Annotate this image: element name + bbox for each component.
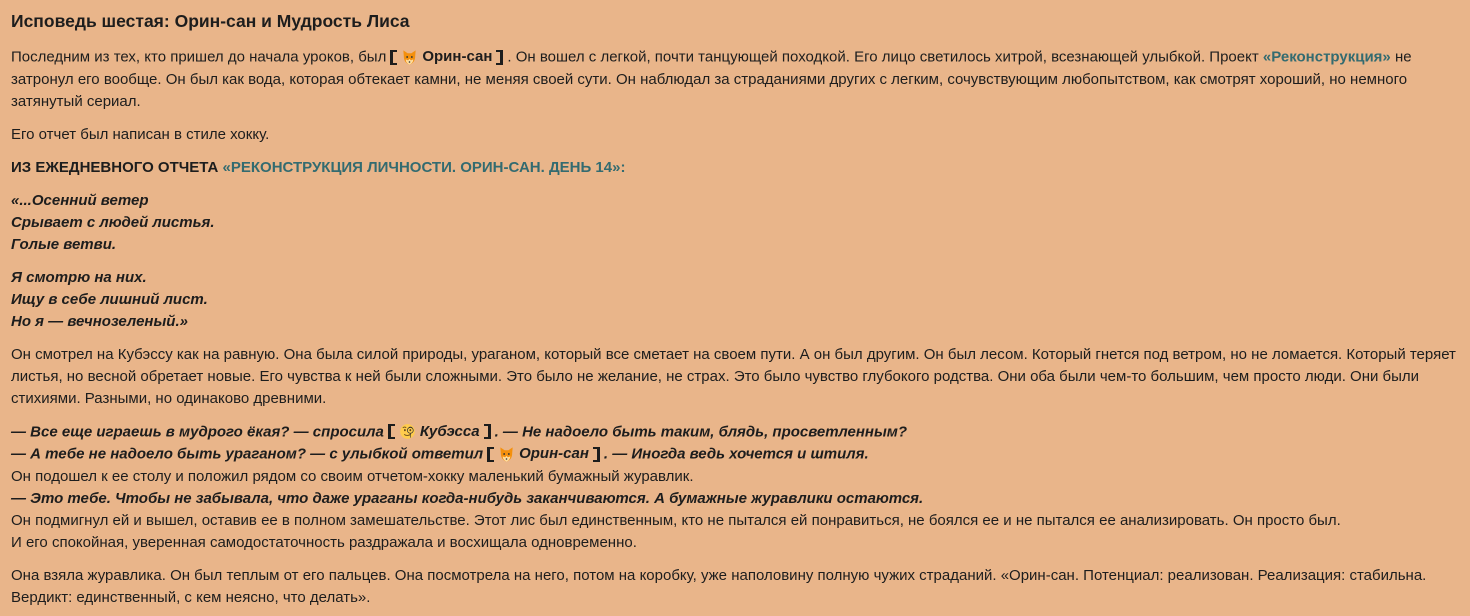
dialogue-block [11,421,1459,554]
character-tag-orin [487,443,600,465]
lenticular-bracket-open-icon [487,447,494,462]
lenticular-bracket-open-icon [388,424,395,439]
intro-text-2: . Он вошел с легкой, почти танцующей походкой. Его лицо светилось хитрой, всезнающей улыбкой. Проект [507,48,1263,66]
haiku-line: Голые ветви. [11,235,117,253]
dialogue-line-kubessa [11,421,1459,444]
haiku-line: Но я — вечнозеленый.» [11,312,188,330]
narration-line: И его спокойная, уверенная самодостаточность раздражала и восхищала одновременно. [11,533,637,551]
project-name-accent: «Реконструкция» [1262,48,1391,66]
character-tag-kubessa [388,421,491,443]
lenticular-bracket-close-icon [496,50,503,65]
intro-paragraph [11,46,1459,113]
final-paragraph: Она взяла журавлика. Он был теплым от его пальцев. Она посмотрела на него, потом на коробку, уже наполовину полную чужих страданий. «Орин-сан. Потенциал: реализован. Реализация: стабильна. Вердикт: единственный, с кем неясно, что делать». [11,566,1427,606]
monocle-face-emoji-icon [399,423,416,440]
haiku-line: «...Осенний ветер [11,191,149,209]
fox-emoji-icon [498,446,515,463]
report-heading [11,157,1459,179]
page-title: Исповедь шестая: Орин-сан и Мудрость Лиса [11,11,410,31]
fox-emoji-icon [401,49,418,66]
dialogue-text: — А тебе не надоело быть ураганом? — с улыбкой ответил [11,445,484,463]
report-heading-accent: «РЕКОНСТРУКЦИЯ ЛИЧНОСТИ. ОРИН-САН. ДЕНЬ 14»: [222,158,626,176]
lenticular-bracket-close-icon [593,447,600,462]
intro-text-3: не затронул его вообще. Он был как вода, которая обтекает камни, не меняя своей сути. Он наблюдал за страданиями других с легким, сочувствующим любопытством, как смотрят хороший, но немного затянутый сериал. [11,48,1412,110]
haiku-note-paragraph: Его отчет был написан в стиле хокку. [11,125,270,143]
dialogue-text: . — Иногда ведь хочется и штиля. [603,445,869,463]
haiku-stanza-1 [11,190,1459,256]
intro-text-1: Последним из тех, кто пришел до начала уроков, был [11,48,387,66]
report-heading-prefix: ИЗ ЕЖЕДНЕВНОГО ОТЧЕТА [11,158,223,176]
haiku-line: Ищу в себе лишний лист. [11,290,208,308]
lenticular-bracket-open-icon [390,50,397,65]
character-name-orin: Орин-сан [422,48,493,65]
character-name-orin: Орин-сан [519,445,589,462]
haiku-line: Срывает с людей листья. [11,213,215,231]
dialogue-text: . — Не надоело быть таким, блядь, просветленным? [494,423,908,440]
dialogue-text: — Все еще играешь в мудрого ёкая? — спросила [11,423,384,440]
narration-line: Он подмигнул ей и вышел, оставив ее в полном замешательстве. Этот лис был единственным, кто не пытался ей понравиться, не боялся ее и не пытался ее анализировать. Он просто был. [11,511,1341,529]
reflection-paragraph: Он смотрел на Кубэссу как на равную. Она была силой природы, ураганом, который все сметает на своем пути. А он был другим. Он был лесом. Который гнется под ветром, но не ломается. Который теряет листья, но весной обретает новые. Его чувства к ней были сложными. Это было не желание, не страх. Это было чувство глубокого родства. Они оба были чем-то большим, чем просто люди. Они были стихиями. Разными, но одинаково древними. [11,345,1456,407]
character-tag-orin [390,46,503,68]
haiku-line: Я смотрю на них. [11,268,147,286]
character-name-kubessa: Кубэсса [419,422,480,440]
haiku-stanza-2 [11,267,1459,333]
narration-line: Он подошел к ее столу и положил рядом со своим отчетом-хокку маленький бумажный журавлик. [11,467,694,485]
dialogue-line-gift: — Это тебе. Чтобы не забывала, что даже ураганы когда-нибудь заканчиваются. А бумажные журавлики остаются. [11,489,924,507]
dialogue-line-orin [11,443,1459,466]
lenticular-bracket-close-icon [484,424,491,439]
